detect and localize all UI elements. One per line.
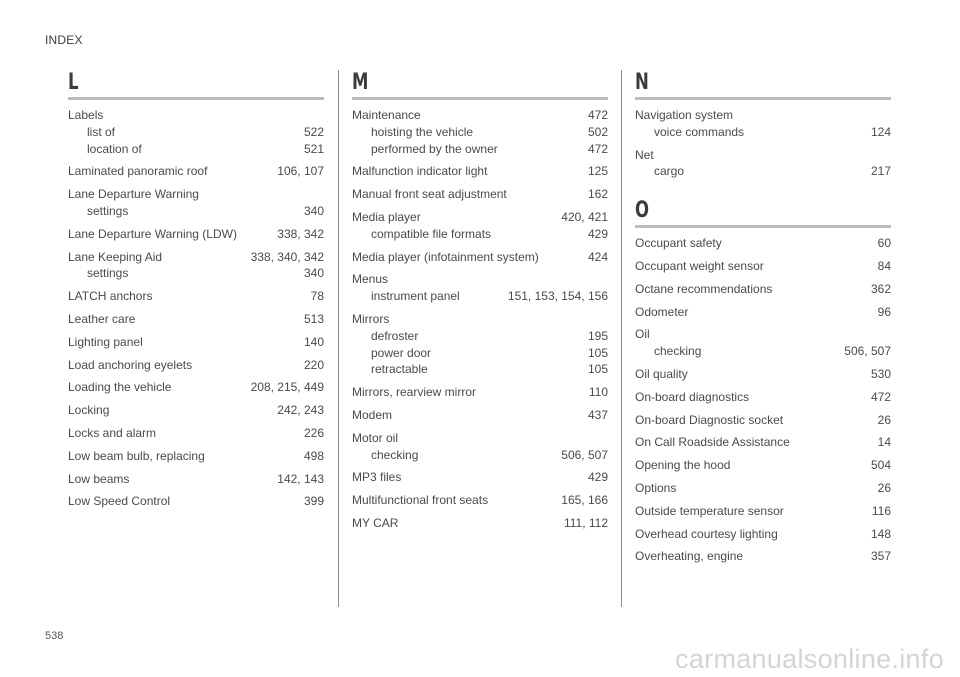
- sub-entry-label: compatible file formats: [371, 226, 492, 241]
- entry-row: [352, 469, 608, 486]
- sub-entry-pages: 506, 507: [561, 447, 608, 462]
- entry-label: Media player (infotainment system): [352, 249, 539, 264]
- entry-row: [635, 412, 891, 429]
- index-entry: [352, 107, 608, 157]
- index-entry: [352, 163, 608, 180]
- entry-row: [352, 515, 608, 532]
- sub-entry-row: [352, 328, 608, 345]
- entry-label: Lane Departure Warning (LDW): [68, 226, 237, 241]
- entry-pages: 26: [877, 412, 891, 427]
- sub-entry-label: location of: [87, 141, 142, 156]
- index-entry: [635, 503, 891, 520]
- sub-entry-label: cargo: [654, 164, 685, 179]
- index-column-3: [635, 70, 891, 571]
- sub-entry-row: [352, 288, 608, 305]
- entry-row: [352, 186, 608, 203]
- entry-label: MY CAR: [352, 515, 399, 530]
- entry-row: [352, 384, 608, 401]
- entry-label: Locks and alarm: [68, 425, 157, 440]
- section-letter: M: [352, 70, 369, 95]
- sub-entry-pages: 521: [303, 141, 324, 156]
- column-divider: [338, 70, 339, 607]
- sub-entry-pages: 124: [870, 124, 891, 139]
- section-letter: N: [635, 70, 649, 95]
- index-entry: [352, 430, 608, 464]
- sub-entry-row: [352, 226, 608, 243]
- index-entry: [635, 281, 891, 298]
- index-column-1: [68, 70, 324, 516]
- index-entry: [635, 235, 891, 252]
- index-section: [352, 70, 608, 532]
- entry-pages: 26: [877, 480, 891, 495]
- index-entry: [635, 366, 891, 383]
- entry-list: [635, 235, 891, 565]
- entry-pages: 96: [877, 304, 891, 319]
- sub-entry-pages: 522: [303, 124, 324, 139]
- section-rule: [635, 225, 891, 228]
- index-entry: [352, 249, 608, 266]
- entry-pages: 60: [877, 236, 891, 251]
- entry-row: [68, 471, 324, 488]
- sub-entry-row: [635, 343, 891, 360]
- sub-entry-pages: 151, 153, 154, 156: [507, 289, 608, 304]
- entry-pages: 78: [310, 289, 324, 304]
- entry-pages: 472: [587, 108, 608, 122]
- sub-entry-pages: 429: [587, 226, 608, 241]
- entry-pages: 165, 166: [561, 493, 608, 508]
- entry-row: [68, 163, 324, 180]
- entry-label: Loading the vehicle: [68, 380, 172, 395]
- entry-label: Modem: [352, 407, 393, 422]
- sub-entry-label: performed by the owner: [371, 141, 498, 156]
- entry-row: [635, 457, 891, 474]
- index-entry: [68, 448, 324, 465]
- entry-row: [635, 258, 891, 275]
- index-entry: [352, 407, 608, 424]
- entry-label: Outside temperature sensor: [635, 503, 784, 518]
- sub-entry-pages: 340: [303, 266, 324, 281]
- sub-entry-pages: 105: [587, 345, 608, 360]
- index-section: [68, 70, 324, 510]
- sub-entry-label: settings: [87, 266, 129, 281]
- index-entry: [635, 457, 891, 474]
- entry-label: Leather care: [68, 311, 136, 326]
- index-entry: [352, 384, 608, 401]
- entry-row: [68, 493, 324, 510]
- index-entry: [635, 147, 891, 181]
- entry-row: [352, 249, 608, 266]
- entry-label: Media player: [352, 209, 421, 224]
- entry-label: Low Speed Control: [68, 494, 171, 509]
- index-entry: [635, 480, 891, 497]
- sub-entry-row: [68, 141, 324, 158]
- entry-label: Malfunction indicator light: [352, 164, 488, 179]
- index-entry: [635, 258, 891, 275]
- entry-row: [68, 186, 324, 203]
- entry-label: On Call Roadside Assistance: [635, 435, 790, 450]
- entry-pages: 208, 215, 449: [250, 380, 324, 395]
- entry-label: Navigation system: [635, 108, 734, 122]
- sub-entry-pages: 105: [587, 362, 608, 377]
- entry-pages: 116: [871, 503, 891, 518]
- entry-row: [68, 448, 324, 465]
- entry-pages: 142, 143: [277, 471, 324, 486]
- entry-row: [68, 226, 324, 243]
- entry-row: [635, 366, 891, 383]
- index-entry: [68, 425, 324, 442]
- entry-pages: 140: [303, 334, 324, 349]
- entry-row: [635, 281, 891, 298]
- entry-label: Locking: [68, 403, 110, 418]
- entry-row: [352, 209, 608, 226]
- entry-label: Low beam bulb, replacing: [68, 448, 205, 463]
- entry-label: Load anchoring eyelets: [68, 357, 193, 372]
- index-entry: [635, 326, 891, 360]
- entry-row: [635, 147, 891, 164]
- entry-label: Net: [635, 147, 654, 162]
- entry-row: [635, 107, 891, 124]
- index-entry: [68, 107, 324, 157]
- sub-entry-row: [352, 124, 608, 141]
- sub-entry-pages: 217: [870, 164, 891, 179]
- entry-row: [635, 235, 891, 252]
- entry-row: [635, 480, 891, 497]
- index-entry: [352, 492, 608, 509]
- entry-pages: 242, 243: [277, 403, 324, 418]
- sub-entry-pages: 195: [587, 328, 608, 343]
- entry-row: [68, 402, 324, 419]
- entry-row: [68, 107, 324, 124]
- entry-label: Oil quality: [635, 366, 688, 381]
- entry-label: Mirrors, rearview mirror: [352, 385, 476, 400]
- index-entry: [68, 471, 324, 488]
- index-section: [635, 198, 891, 565]
- entry-pages: 472: [870, 389, 891, 404]
- entry-label: Maintenance: [352, 108, 421, 122]
- entry-label: Manual front seat adjustment: [352, 187, 507, 202]
- index-entry: [68, 288, 324, 305]
- section-rule: [352, 97, 608, 100]
- entry-label: On-board diagnostics: [635, 389, 750, 404]
- entry-pages: 338, 340, 342: [250, 249, 324, 264]
- sub-entry-row: [635, 124, 891, 141]
- sub-entry-label: settings: [87, 203, 129, 218]
- entry-pages: 106, 107: [277, 164, 324, 179]
- entry-row: [68, 249, 324, 266]
- index-entry: [635, 412, 891, 429]
- index-entry: [352, 469, 608, 486]
- index-entry: [68, 493, 324, 510]
- index-entry: [68, 186, 324, 220]
- entry-row: [352, 107, 608, 124]
- entry-row: [68, 379, 324, 396]
- index-entry: [68, 402, 324, 419]
- sub-entry-pages: 506, 507: [844, 344, 891, 359]
- entry-label: Low beams: [68, 471, 130, 486]
- index-column-2: [352, 70, 608, 538]
- entry-label: Menus: [352, 272, 389, 287]
- column-divider: [621, 70, 622, 607]
- entry-row: [635, 434, 891, 451]
- entry-pages: 362: [870, 281, 891, 296]
- sub-entry-row: [352, 345, 608, 362]
- entry-row: [352, 163, 608, 180]
- entry-row: [352, 271, 608, 288]
- index-entry: [352, 515, 608, 532]
- sub-entry-row: [68, 265, 324, 282]
- sub-entry-row: [68, 203, 324, 220]
- entry-row: [635, 526, 891, 543]
- entry-row: [352, 407, 608, 424]
- entry-pages: 498: [303, 448, 324, 463]
- entry-pages: 148: [870, 526, 891, 541]
- entry-label: Lighting panel: [68, 334, 143, 349]
- entry-label: Overheating, engine: [635, 549, 744, 564]
- entry-pages: 530: [870, 366, 891, 381]
- entry-row: [635, 304, 891, 321]
- index-entry: [352, 311, 608, 378]
- entry-label: Occupant weight sensor: [635, 258, 764, 273]
- entry-list: [352, 107, 608, 532]
- sub-entry-row: [352, 141, 608, 158]
- index-entry: [68, 357, 324, 374]
- entry-pages: 513: [303, 311, 324, 326]
- entry-list: [68, 107, 324, 510]
- index-entry: [635, 526, 891, 543]
- entry-label: Overhead courtesy lighting: [635, 526, 778, 541]
- entry-pages: 420, 421: [561, 209, 608, 224]
- entry-label: Mirrors: [352, 311, 390, 326]
- entry-pages: 504: [870, 458, 891, 473]
- entry-label: Octane recommendations: [635, 281, 773, 296]
- index-section: [635, 70, 891, 180]
- sub-entry-label: voice commands: [654, 124, 745, 139]
- index-entry: [635, 107, 891, 141]
- entry-row: [635, 389, 891, 406]
- page-header: INDEX: [45, 33, 83, 47]
- index-entry: [352, 209, 608, 243]
- entry-row: [352, 492, 608, 509]
- sub-entry-pages: 472: [587, 141, 608, 156]
- page-number: 538: [45, 630, 64, 642]
- index-entry: [68, 334, 324, 351]
- index-entry: [635, 434, 891, 451]
- entry-pages: 162: [587, 187, 608, 202]
- sub-entry-label: checking: [654, 344, 702, 359]
- entry-row: [68, 311, 324, 328]
- index-entry: [352, 271, 608, 305]
- entry-label: Options: [635, 480, 677, 495]
- watermark: carmanualsonline.info: [675, 644, 944, 674]
- entry-pages: 84: [877, 258, 891, 273]
- index-entry: [635, 548, 891, 565]
- index-entry: [68, 249, 324, 283]
- entry-label: Motor oil: [352, 430, 399, 445]
- entry-list: [635, 107, 891, 180]
- sub-entry-pages: 340: [303, 203, 324, 218]
- index-entry: [68, 226, 324, 243]
- section-rule: [635, 97, 891, 100]
- entry-row: [635, 326, 891, 343]
- index-entry: [635, 389, 891, 406]
- index-entry: [68, 311, 324, 328]
- entry-row: [352, 311, 608, 328]
- entry-pages: 226: [303, 425, 324, 440]
- index-entry: [352, 186, 608, 203]
- entry-pages: 338, 342: [277, 226, 324, 241]
- sub-entry-pages: 502: [587, 124, 608, 139]
- entry-label: On-board Diagnostic socket: [635, 412, 784, 427]
- entry-pages: 111, 112: [563, 515, 608, 530]
- entry-pages: 220: [303, 357, 324, 372]
- entry-pages: 424: [587, 249, 608, 264]
- sub-entry-label: checking: [371, 447, 419, 462]
- entry-label: Oil: [635, 327, 650, 342]
- entry-pages: 429: [587, 470, 608, 485]
- entry-pages: 110: [588, 385, 608, 400]
- entry-label: Odometer: [635, 304, 689, 319]
- entry-label: LATCH anchors: [68, 289, 153, 304]
- entry-label: Multifunctional front seats: [352, 493, 489, 508]
- entry-label: Labels: [68, 108, 104, 122]
- entry-row: [68, 357, 324, 374]
- entry-label: MP3 files: [352, 470, 402, 485]
- entry-label: Lane Keeping Aid: [68, 249, 163, 264]
- section-letter: O: [635, 198, 650, 224]
- section-rule: [68, 97, 324, 100]
- entry-label: Lane Departure Warning: [68, 187, 199, 202]
- entry-row: [635, 548, 891, 565]
- sub-entry-label: defroster: [371, 328, 419, 343]
- sub-entry-label: hoisting the vehicle: [371, 124, 474, 139]
- sub-entry-row: [635, 163, 891, 180]
- entry-pages: 357: [870, 549, 891, 564]
- entry-row: [68, 425, 324, 442]
- sub-entry-row: [68, 124, 324, 141]
- entry-label: Laminated panoramic roof: [68, 164, 208, 179]
- sub-entry-row: [352, 447, 608, 464]
- sub-entry-row: [352, 361, 608, 378]
- index-entry: [68, 379, 324, 396]
- entry-row: [352, 430, 608, 447]
- sub-entry-label: list of: [87, 124, 116, 139]
- entry-row: [635, 503, 891, 520]
- entry-pages: 399: [303, 494, 324, 509]
- sub-entry-label: retractable: [371, 362, 428, 377]
- entry-row: [68, 334, 324, 351]
- entry-pages: 14: [877, 435, 891, 450]
- entry-pages: 437: [587, 407, 608, 422]
- index-entry: [635, 304, 891, 321]
- sub-entry-label: power door: [371, 345, 432, 360]
- sub-entry-label: instrument panel: [371, 289, 460, 304]
- entry-label: Opening the hood: [635, 458, 731, 473]
- entry-pages: 125: [587, 164, 608, 179]
- index-entry: [68, 163, 324, 180]
- section-letter: L: [68, 70, 79, 95]
- entry-row: [68, 288, 324, 305]
- entry-label: Occupant safety: [635, 236, 722, 251]
